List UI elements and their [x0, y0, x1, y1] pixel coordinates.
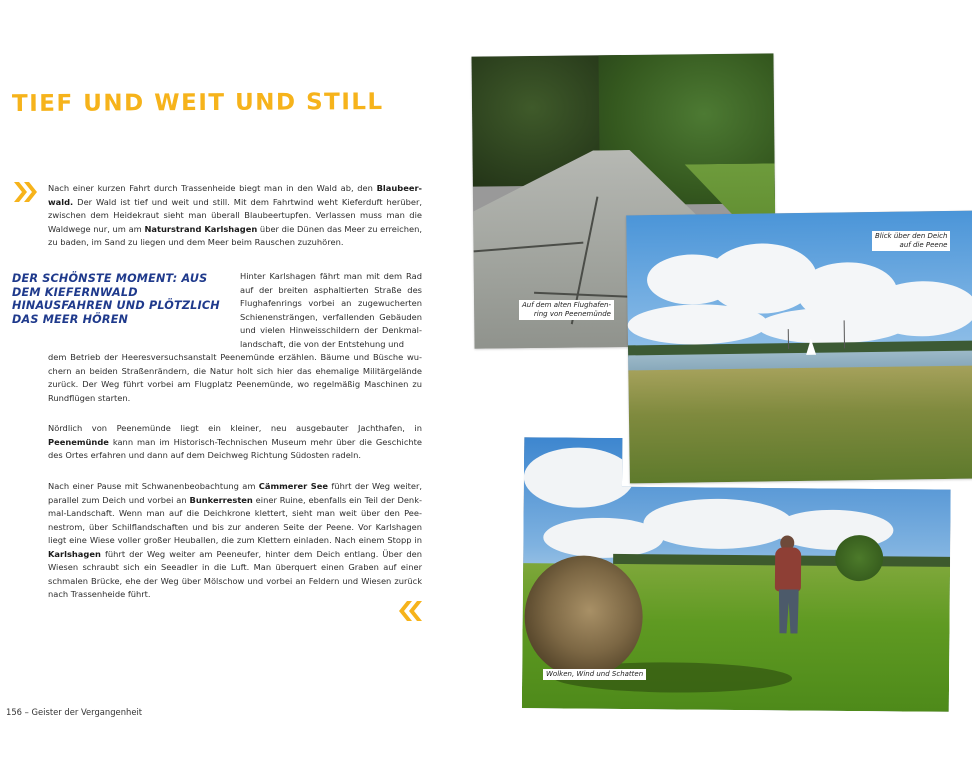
photo-reeds [628, 366, 972, 484]
photo-cloud [524, 447, 635, 508]
photo-caption [872, 231, 950, 251]
hay-bale [524, 555, 643, 678]
caption-line: Wolken, Wind und Schatten [546, 670, 644, 678]
walker-body [775, 547, 801, 591]
body-paragraph: dem Betrieb der Heeresversuchsanstalt Peenemünde erzählen. Bäume und Büsche wuchern an beiden Straßenrändern, die Natur holt sich hier das ehemalige Militärgelände zurück. Der Weg führt vorbei am Flugplatz Peenemünde, wo regelmäßig Maschinen zu Rundflügen starten. [48, 352, 422, 403]
double-chevron-right-icon [12, 178, 40, 206]
caption-line: Blick über den Deich [875, 232, 948, 240]
caption-line: ring von Peenemünde [533, 310, 611, 318]
sailboat [806, 339, 816, 355]
bold-term: Bunkerresten [189, 494, 253, 505]
body-paragraph: Hinter Karlshagen fährt man mit dem Rad auf der breiten asphaltierten Straße des Flughafenrings vorbei an zugewucherten Schienensträngen, verfallenden Gebäuden und vielen Hinweisschildern der Denkmallandschaft, die von der Entstehung und [240, 271, 422, 349]
chapter-title: TIEF UND WEIT UND STILL [11, 89, 384, 117]
caption-line: Auf dem alten Flughafen- [522, 301, 611, 309]
bold-term: Blaubeerwald. [48, 183, 422, 207]
double-chevron-left-icon [396, 597, 424, 625]
bold-term: Cämmerer See [258, 481, 329, 491]
body-paragraph: Nördlich von Peenemünde liegt ein kleiner, neu ausgebauter Jachthafen, in Peenemünde kann man im Historisch-Technischen Museum mehr über die Geschichte des Ortes erfahren und dann auf dem Deichweg Richtung Südosten radeln. [48, 423, 422, 461]
bold-term: Naturstrand Karlshagen [144, 223, 258, 234]
photo-dike-view [626, 211, 972, 484]
body-paragraph: Nach einer Pause mit Schwanenbeobachtung am Cämmerer See führt der Weg weiter, parallel zum Deich und vorbei an Bunkerresten einer Ruine, ebenfalls ein Teil der Denkmal-Landschaft. Wenn man auf die Deichkrone klettert, sieht man weit über den Peenestrom, über Schilflandschaften und bis zur anderen Seite der Peene. Vor Karlshagen liegt eine Wiese voller großer Heuballen, die zum Klettern einladen. Nach einem Stopp in Karlshagen führt der Weg weiter am Peeneufer, hinter dem Deich entlang. Über den Wiesen schraubt sich ein Seeadler in die Luft. Man überquert einen Graben auf einer schmalen Brücke, ehe der Weg über Mölschow und vorbei an Feldern und Wiesen zurück nach Trassenheide führt. [48, 481, 422, 600]
highlight-quote: DER SCHÖNSTE MOMENT: AUS DEM KIEFERNWALD HINAUSFAHREN UND PLÖTZLICH DAS MEER HÖREN [12, 272, 220, 326]
photo-caption [519, 300, 614, 320]
photo-bush [835, 535, 883, 581]
bold-term: Peenemünde [48, 436, 109, 447]
caption-line: auf die Peene [899, 241, 948, 249]
page-footer: 156 – Geister der Vergangenheit [6, 707, 143, 717]
body-paragraph: Nach einer kurzen Fahrt durch Trassenheide biegt man in den Wald ab, den Blaubeerwald. Der Wald ist tief und weit und still. Mit dem Fahrtwind weht Kieferduft herüber, zwischen dem Heidekraut sieht man überall Blaubeertupfen. Verlassen muss man die Waldwege nur, um am Naturstrand Karlshagen über die Dünen das Meer zu erreichen, zu baden, im Sand zu liegen und dem Meer beim Rauschen zuzuhören. [48, 183, 422, 248]
bold-term: Karlshagen [48, 548, 101, 559]
photo-caption [543, 669, 646, 680]
